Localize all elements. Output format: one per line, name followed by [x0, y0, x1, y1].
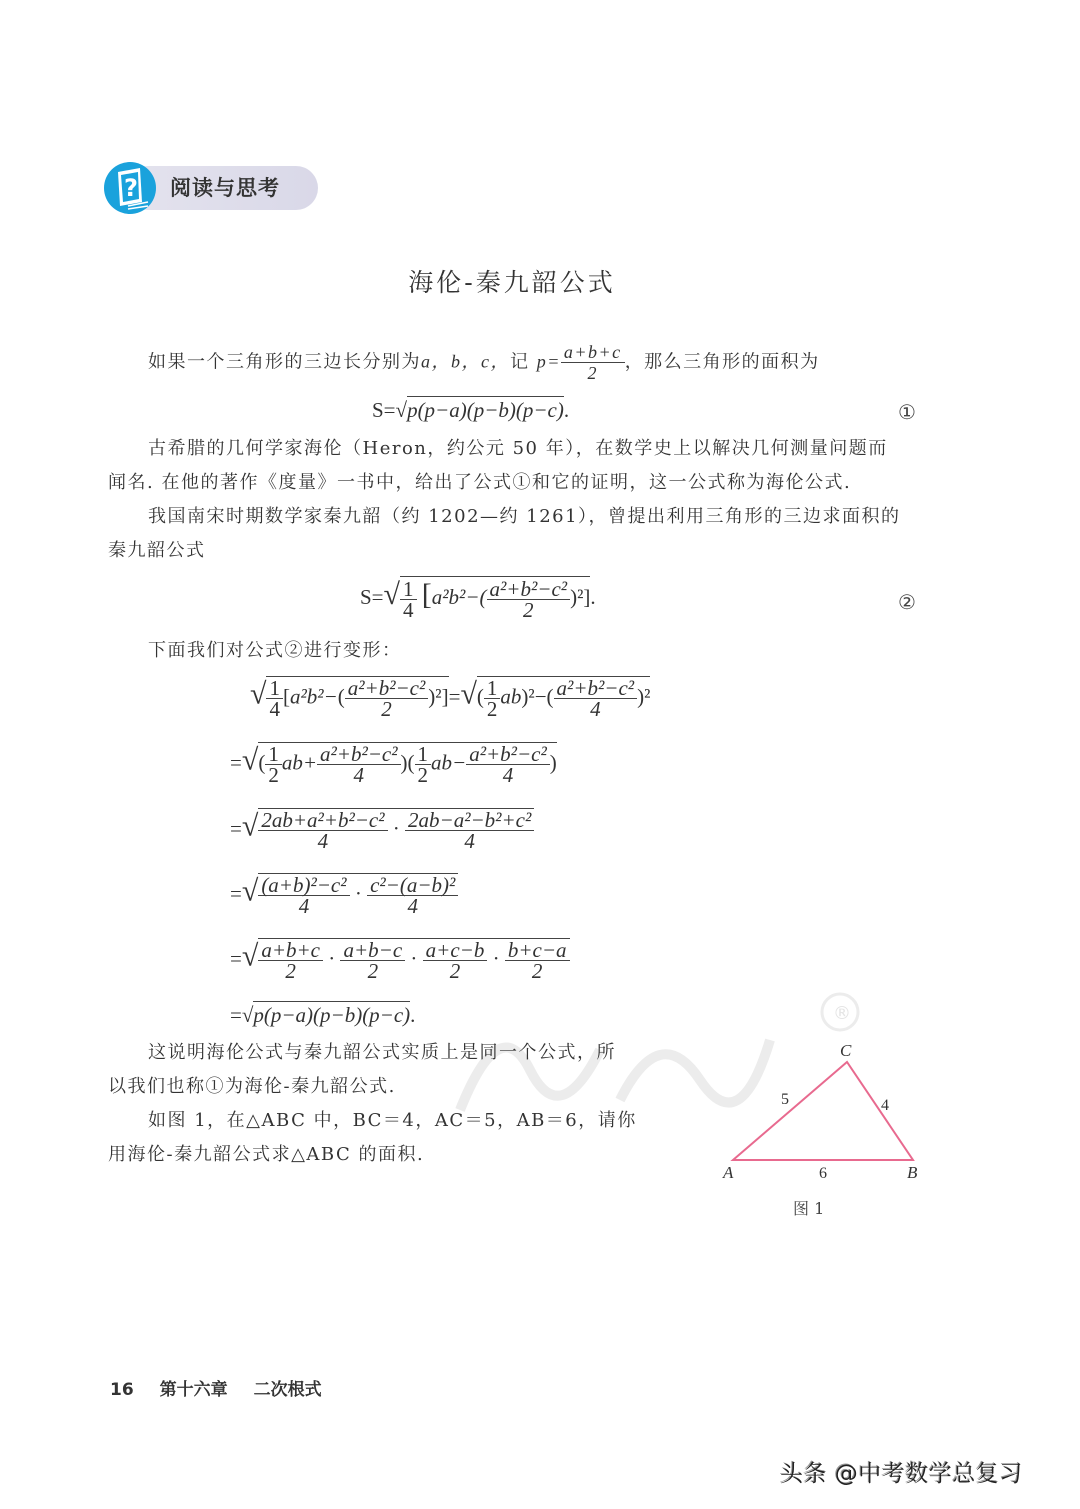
- paragraph-conclusion-line2: 以我们也称①为海伦-秦九韶公式.: [108, 1076, 396, 1097]
- svg-text:?: ?: [124, 174, 138, 202]
- section-badge: [104, 162, 318, 214]
- derivation-line-5: =√ $\frac{a+b+c}{2}$ · $\frac{a+b-c}{2}$ · $\frac{a+c-b}{2}$ · $\frac{b+c-a}{2}$: [230, 938, 570, 981]
- svg-text:B: B: [907, 1163, 918, 1182]
- formula-tag-2: ②: [898, 590, 916, 614]
- paragraph-exercise-line2: 用海伦-秦九韶公式求△ABC 的面积.: [108, 1144, 425, 1165]
- paragraph-heron-line1: 古希腊的几何学家海伦（Heron，约公元 50 年），在数学史上以解决几何测量问题而: [148, 438, 888, 459]
- derivation-line-1: √ $\frac{1}{4}$ [a²b²−( $\frac{\text{a²+b²−c²}}{2}$ )²]=√( $\frac{1}{2}$ ab)²−( $\frac{\text{a²+b²−c²}}{4}$ )²: [250, 676, 651, 721]
- figure-triangle: [715, 1038, 935, 1228]
- intro-suffix: ，那么三角形的面积为: [624, 351, 820, 373]
- p-definition: p=: [536, 351, 561, 372]
- paragraph-transform: 下面我们对公式②进行变形：: [148, 640, 402, 661]
- svg-text:C: C: [840, 1041, 852, 1060]
- derivation-line-4: =√ $\frac{\text{(a+b)²−c²}}{4}$ · $\frac{\text{c²−(a−b)²}}{4}$: [230, 873, 458, 916]
- derivation-line-2: =√( $\frac{1}{2}$ ab+ $\frac{\text{a²+b²−c²}}{4}$ )( $\frac{1}{2}$ ab− $\frac{\text{a²+b²−c²}}{4}$ ): [230, 742, 557, 787]
- intro-text: 如果一个三角形的三边长分别为: [148, 351, 421, 373]
- paragraph-conclusion-line1: 这说明海伦公式与秦九韶公式实质上是同一个公式，所: [148, 1042, 616, 1063]
- paragraph-qin-line1: 我国南宋时期数学家秦九韶（约 1202—约 1261），曾提出利用三角形的三边求面积的: [148, 506, 901, 527]
- chapter-title: 二次根式: [253, 1380, 322, 1400]
- formula-heron: S=√p(p−a)(p−b)(p−c).: [372, 398, 570, 422]
- badge-label: 阅读与思考: [170, 176, 280, 200]
- svg-text:5: 5: [781, 1091, 789, 1108]
- derivation-line-6: =√p(p−a)(p−b)(p−c).: [230, 1003, 416, 1027]
- intro-note: 记: [510, 351, 530, 373]
- page-footer: [110, 1375, 348, 1400]
- triangle-abc-diagram: [715, 1038, 935, 1228]
- article-title: 海伦-秦九韶公式: [408, 268, 616, 297]
- paragraph-intro: [148, 342, 820, 383]
- svg-text:A: A: [723, 1163, 734, 1182]
- question-book-icon: [104, 162, 156, 214]
- figure-caption: 图 1: [793, 1199, 825, 1218]
- p-fraction: $\frac{a+b+c}{2}$: [561, 342, 625, 383]
- derivation-line-3: =√ $\frac{\text{2ab+a²+b²−c²}}{4}$ · $\frac{\text{2ab−a²−b²+c²}}{4}$: [230, 808, 534, 851]
- intro-vars: a，b，c，: [421, 351, 510, 372]
- paragraph-qin-line2: 秦九韶公式: [108, 540, 206, 561]
- paragraph-exercise-line1: 如图 1，在△ABC 中，BC＝4，AC＝5，AB＝6，请你: [148, 1110, 637, 1131]
- source-watermark: 头条 @中考数学总复习: [780, 1461, 1023, 1487]
- formula-qin: S=√ $\frac{1}{4}$ [a²b²−( $\frac{\text{a²+b²−c²}}{2}$ )²].: [360, 576, 596, 622]
- paragraph-heron-line2: 闻名. 在他的著作《度量》一书中，给出了公式①和它的证明，这一公式称为海伦公式.: [108, 472, 852, 493]
- chapter-number: 第十六章: [159, 1380, 228, 1400]
- svg-text:4: 4: [881, 1097, 889, 1114]
- formula-tag-1: ①: [898, 400, 916, 424]
- page-number: 16: [110, 1380, 134, 1400]
- svg-text:®: ®: [833, 1003, 851, 1024]
- svg-text:6: 6: [819, 1165, 827, 1182]
